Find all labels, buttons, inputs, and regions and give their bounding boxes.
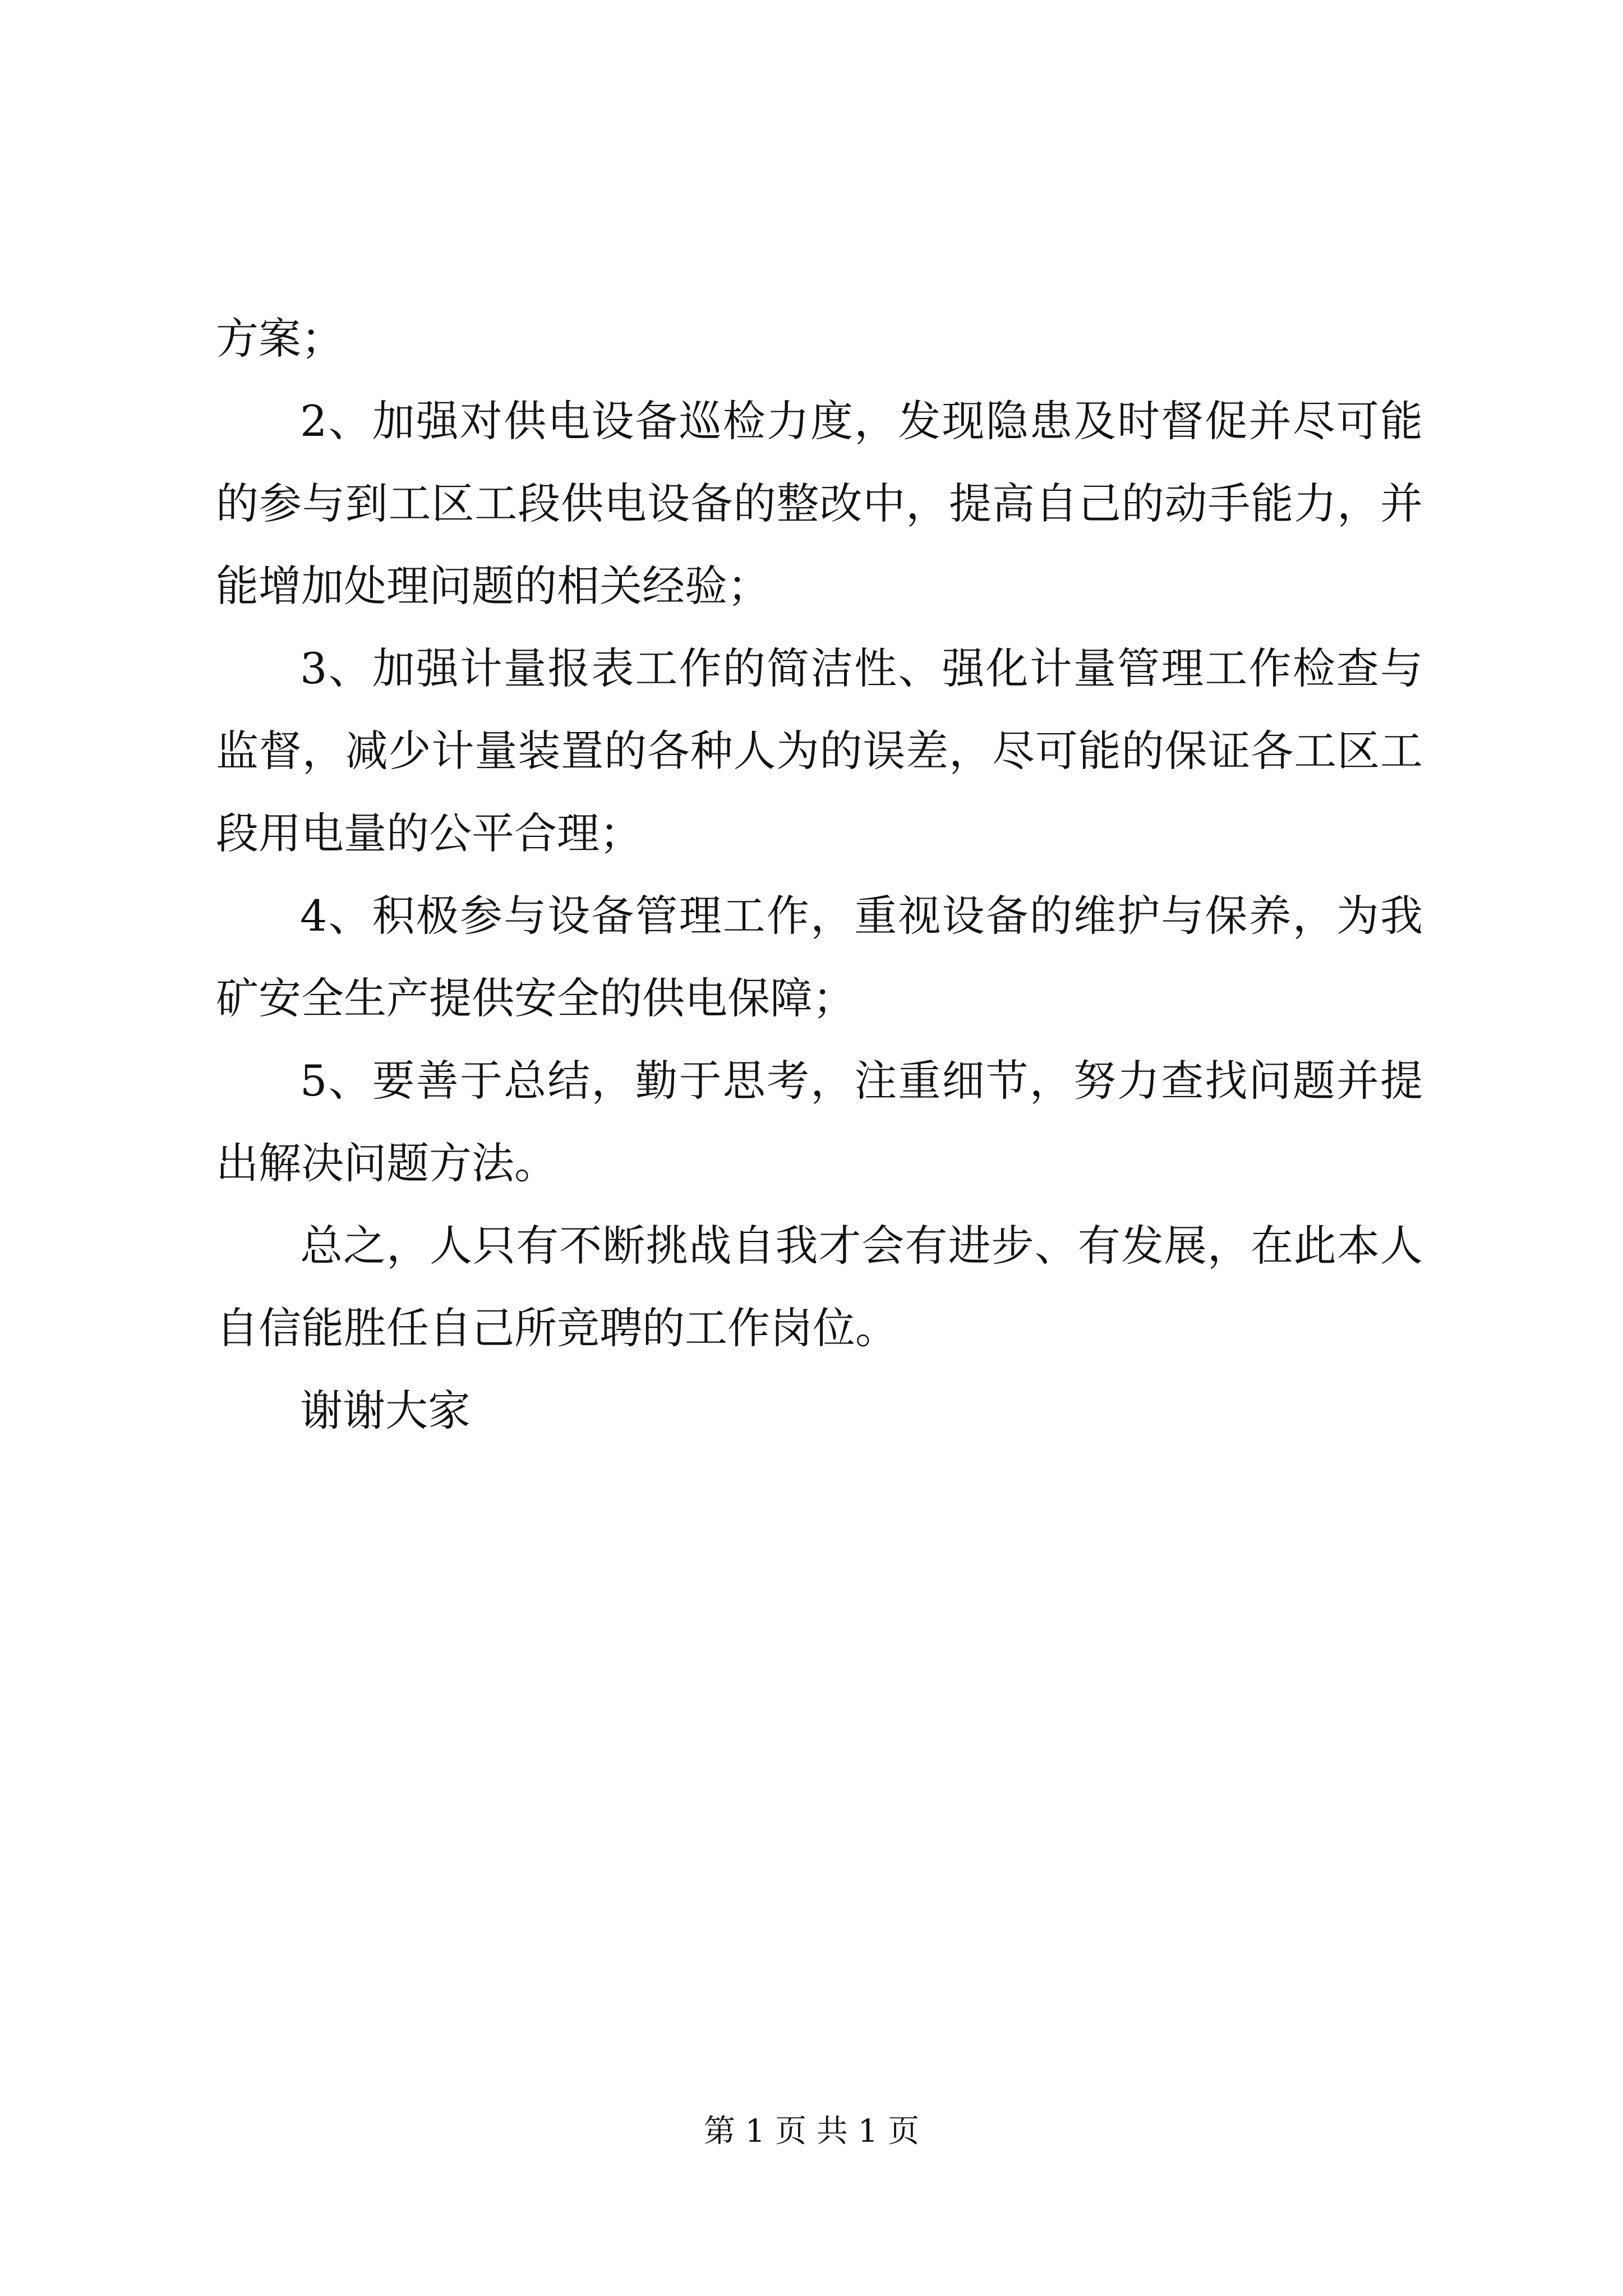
text-line-2: 2、加强对供电设备巡检力度，发现隐患及时督促并尽可能 <box>300 396 1423 446</box>
text-line-8: 4、积极参与设备管理工作，重视设备的维护与保养，为我 <box>300 891 1423 941</box>
text-line-7: 段用电量的公平合理； <box>216 808 642 858</box>
text-line-10: 5、要善于总结，勤于思考，注重细节，努力查找问题并提 <box>300 1056 1423 1106</box>
text-line-5: 3、加强计量报表工作的简洁性、强化计量管理工作检查与 <box>300 643 1423 693</box>
page-footer: 第 1 页 共 1 页 <box>703 2113 920 2150</box>
text-line-14: 谢谢大家 <box>300 1386 471 1435</box>
text-line-13: 自信能胜任自己所竞聘的工作岗位。 <box>216 1303 898 1353</box>
text-line-6: 监督，减少计量装置的各种人为的误差，尽可能的保证各工区工 <box>216 726 1423 776</box>
text-line-11: 出解决问题方法。 <box>216 1138 557 1188</box>
text-line-4: 能增加处理问题的相关经验； <box>216 561 770 611</box>
text-line-9: 矿安全生产提供安全的供电保障； <box>216 973 855 1023</box>
text-line-1: 方案； <box>216 314 344 364</box>
text-line-3: 的参与到工区工段供电设备的整改中，提高自己的动手能力，并 <box>216 478 1423 528</box>
text-line-12: 总之，人只有不断挑战自我才会有进步、有发展，在此本人 <box>300 1221 1423 1271</box>
